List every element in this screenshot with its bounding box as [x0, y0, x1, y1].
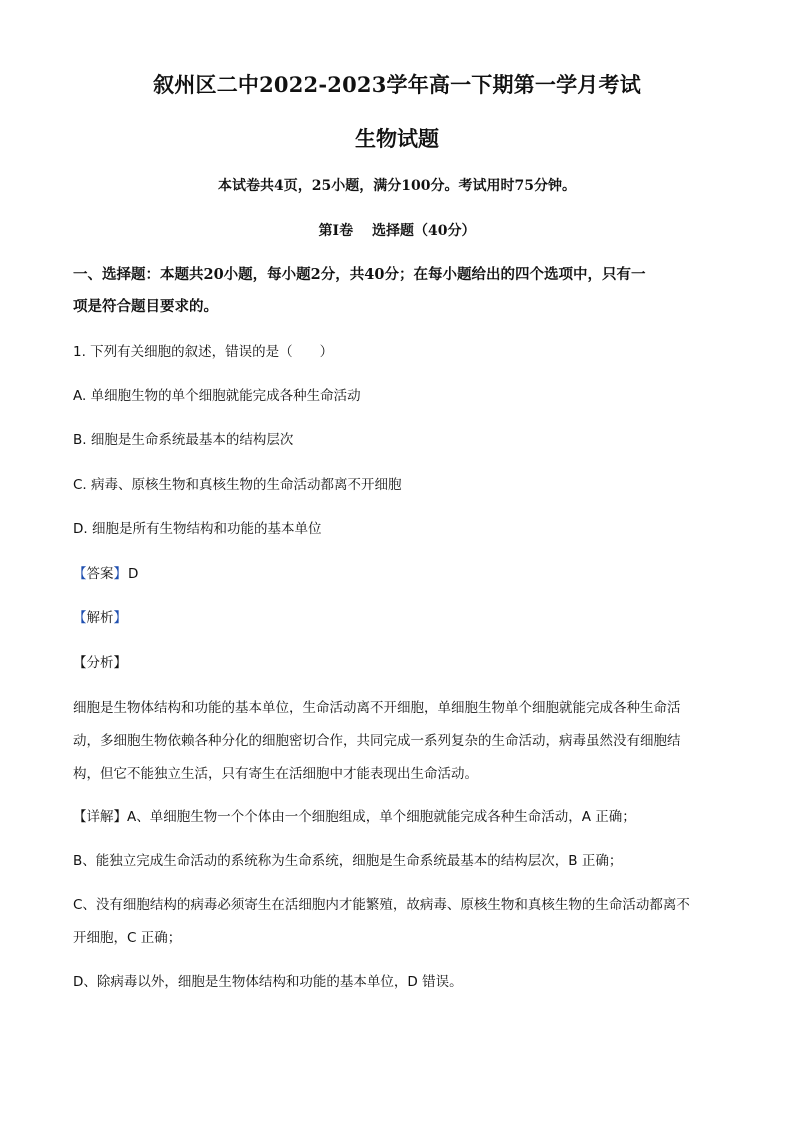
answer-value: D [128, 566, 139, 582]
answer-bracket-left: 【 [73, 566, 87, 582]
exam-meta: 本试卷共4页，25小题，满分100分。考试用时75分钟。 [218, 178, 576, 194]
fenxi-line-3: 构，但它不能独立生活，只有寄生在活细胞中才能表现出生命活动。 [73, 766, 478, 782]
detail-line-1 [73, 809, 724, 825]
option-b: B. 细胞是生命系统最基本的结构层次 [73, 432, 294, 448]
option-d: D. 细胞是所有生物结构和功能的基本单位 [73, 521, 322, 537]
fenxi-line-2: 动，多细胞生物依赖各种分化的细胞密切合作，共同完成一系列复杂的生命活动，病毒虽然没有细胞结 [73, 733, 681, 749]
answer-bracket-right: 】 [113, 566, 127, 582]
option-a: A. 单细胞生物的单个细胞就能完成各种生命活动 [73, 388, 361, 404]
analysis-row [73, 610, 724, 626]
detail-line-2: B、能独立完成生命活动的系统称为生命系统，细胞是生命系统最基本的结构层次，B 正确； [73, 853, 623, 869]
section-title-line-1: 一、选择题：本题共20小题，每小题2分，共40分；在每小题给出的四个选项中，只有一 [73, 266, 646, 283]
analysis-bracket-right: 】 [113, 610, 127, 626]
page-title: 叙州区二中2022-2023学年高一下期第一学月考试 [153, 72, 641, 97]
option-c: C. 病毒、原核生物和真核生物的生命活动都离不开细胞 [73, 477, 402, 493]
fenxi-label: 【分析】 [73, 655, 127, 671]
section-title-line-2: 项是符合题目要求的。 [73, 298, 218, 315]
detail-line-3: C、没有细胞结构的病毒必须寄生在活细胞内才能繁殖，故病毒、原核生物和真核生物的生命活动都离不 [73, 897, 690, 913]
answer-row [73, 566, 724, 582]
fenxi-line-1: 细胞是生物体结构和功能的基本单位，生命活动离不开细胞，单细胞生物单个细胞就能完成各种生命活 [73, 700, 681, 716]
detail-line-4: 开细胞，C 正确； [73, 930, 182, 946]
analysis-label: 解析 [86, 610, 114, 626]
detail-line-5: D、除病毒以外，细胞是生物体结构和功能的基本单位，D 错误。 [73, 974, 463, 990]
part-title: 第I卷 选择题（40分） [318, 223, 476, 239]
answer-label: 答案 [86, 566, 114, 582]
page-subtitle: 生物试题 [355, 126, 439, 151]
detail-first-line: A、单细胞生物一个个体由一个细胞组成，单个细胞就能完成各种生命活动，A 正确； [127, 809, 636, 825]
analysis-bracket-left: 【 [73, 610, 87, 626]
detail-label: 【详解】 [73, 809, 127, 825]
question-stem: 1. 下列有关细胞的叙述，错误的是（ ） [73, 344, 334, 360]
